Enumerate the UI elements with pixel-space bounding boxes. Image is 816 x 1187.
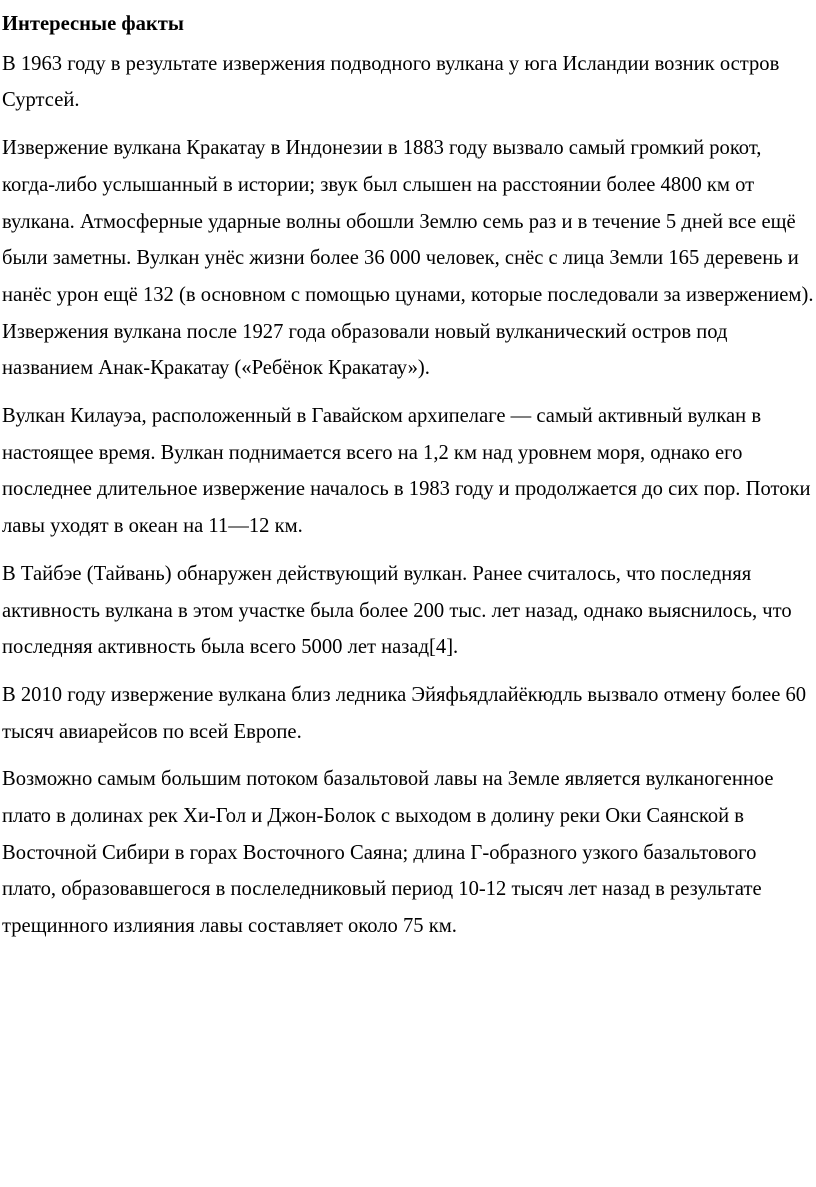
document-title: Интересные факты: [2, 13, 184, 35]
paragraph-basalt-plateau: Возможно самым большим потоком базальтовой лавы на Земле является вулканогенное плато в долинах рек Хи-Гол и Джон-Болок с выходом в долину реки Оки Саянской в Восточной Сибири в горах Восточного Саяна; длина Г-образного узкого базальтового плато, образовавшегося в послеледниковый период 10-12 тысяч лет назад в результате трещинного излияния лавы составляет около 75 км.: [2, 768, 774, 938]
document-body: [2, 6, 814, 956]
paragraph-krakatau: Извержение вулкана Кракатау в Индонезии в 1883 году вызвало самый громкий рокот, когда-либо услышанный в истории; звук был слышен на расстоянии более 4800 км от вулкана. Атмосферные ударные волны обошли Землю семь раз и в течение 5 дней все ещё были заметны. Вулкан унёс жизни более 36 000 человек, снёс с лица Земли 165 деревень и нанёс урон ещё 132 (в основном с помощью цунами, которые последовали за извержением). Извержения вулкана после 1927 года образовали новый вулканический остров под названием Анак-Кракатау («Ребёнок Кракатау»).: [2, 137, 814, 380]
paragraph-taipei: В Тайбэе (Тайвань) обнаружен действующий вулкан. Ранее считалось, что последняя активность вулкана в этом участке была более 200 тыс. лет назад, однако выяснилось, что последняя активность была всего 5000 лет назад[4].: [2, 562, 792, 659]
paragraph-surtsey: В 1963 году в результате извержения подводного вулкана у юга Исландии возник остров Суртсей.: [2, 52, 780, 112]
paragraph-eyjafjallajokull: В 2010 году извержение вулкана близ ледника Эйяфьядлайёкюдль вызвало отмену более 60 тысяч авиарейсов по всей Европе.: [2, 683, 807, 743]
paragraph-kilauea: Вулкан Килауэа, расположенный в Гавайском архипелаге — самый активный вулкан в настоящее время. Вулкан поднимается всего на 1,2 км над уровнем моря, однако его последнее длительное извержение началось в 1983 году и продолжается до сих пор. Потоки лавы уходят в океан на 11—12 км.: [2, 405, 811, 538]
